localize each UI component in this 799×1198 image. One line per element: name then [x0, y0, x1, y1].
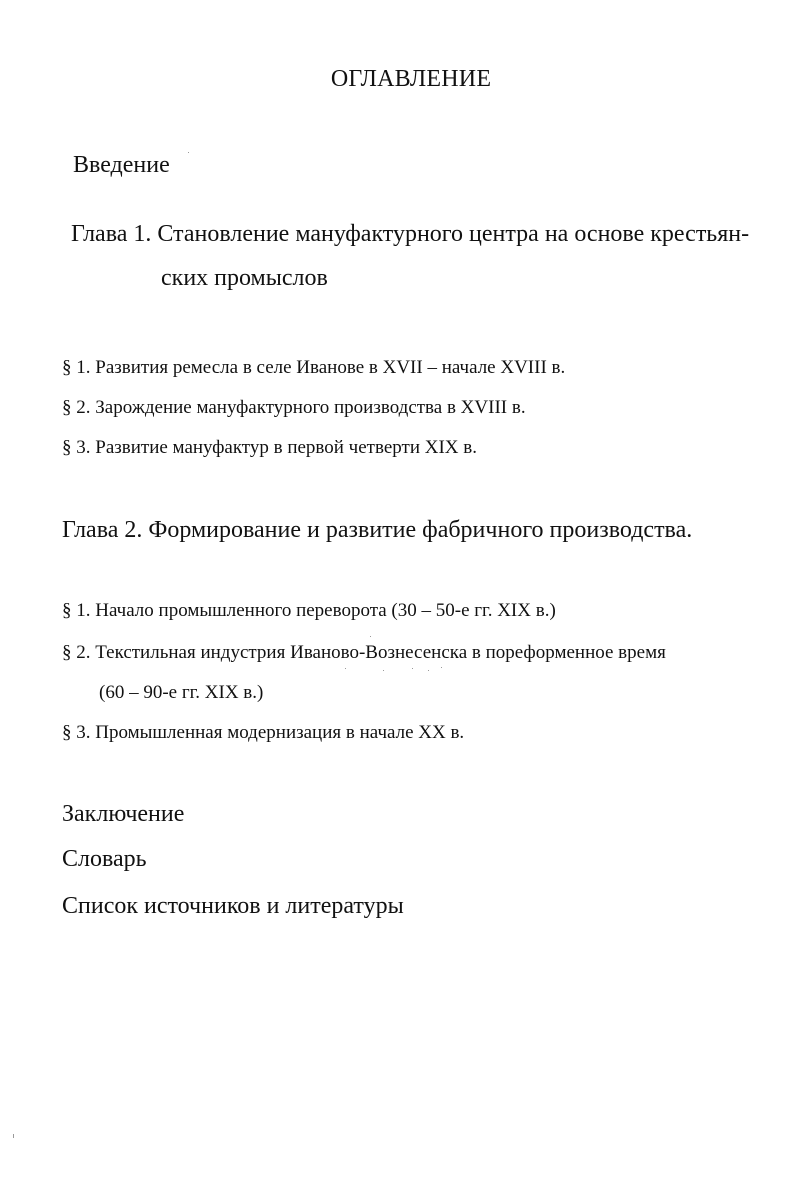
- scan-speck: [370, 636, 371, 637]
- toc-bibliography: Список источников и литературы: [62, 893, 404, 919]
- scan-speck: [412, 668, 413, 669]
- toc-glossary: Словарь: [62, 846, 147, 872]
- chapter2-section-2-line2: (60 – 90-е гг. XIX в.): [99, 682, 264, 703]
- scan-speck: [345, 668, 346, 669]
- scan-speck: [441, 667, 442, 668]
- chapter1-section-2: § 2. Зарождение мануфактурного производства в XVIII в.: [62, 397, 526, 418]
- toc-introduction: Введение: [73, 152, 170, 178]
- scan-speck: [13, 1134, 14, 1138]
- chapter1-title-line1: Глава 1. Становление мануфактурного центра на основе крестьян-: [71, 221, 750, 247]
- scan-speck: [383, 670, 384, 671]
- chapter2-section-2-line1: § 2. Текстильная индустрия Иваново-Вознесенска в пореформенное время: [62, 642, 666, 663]
- chapter2-title: Глава 2. Формирование и развитие фабричного производства.: [62, 517, 693, 543]
- scan-speck: [188, 152, 189, 153]
- toc-conclusion: Заключение: [62, 801, 185, 827]
- toc-title: ОГЛАВЛЕНИЕ: [330, 66, 492, 92]
- chapter1-section-1: § 1. Развития ремесла в селе Иванове в XVII – начале XVIII в.: [62, 357, 566, 378]
- scan-speck: [428, 670, 429, 671]
- chapter1-section-3: § 3. Развитие мануфактур в первой четверти XIX в.: [62, 437, 477, 458]
- chapter2-section-3: § 3. Промышленная модернизация в начале XX в.: [62, 722, 465, 743]
- chapter1-title-line2: ских промыслов: [161, 265, 328, 291]
- chapter2-section-1: § 1. Начало промышленного переворота (30 – 50-е гг. XIX в.): [62, 600, 556, 621]
